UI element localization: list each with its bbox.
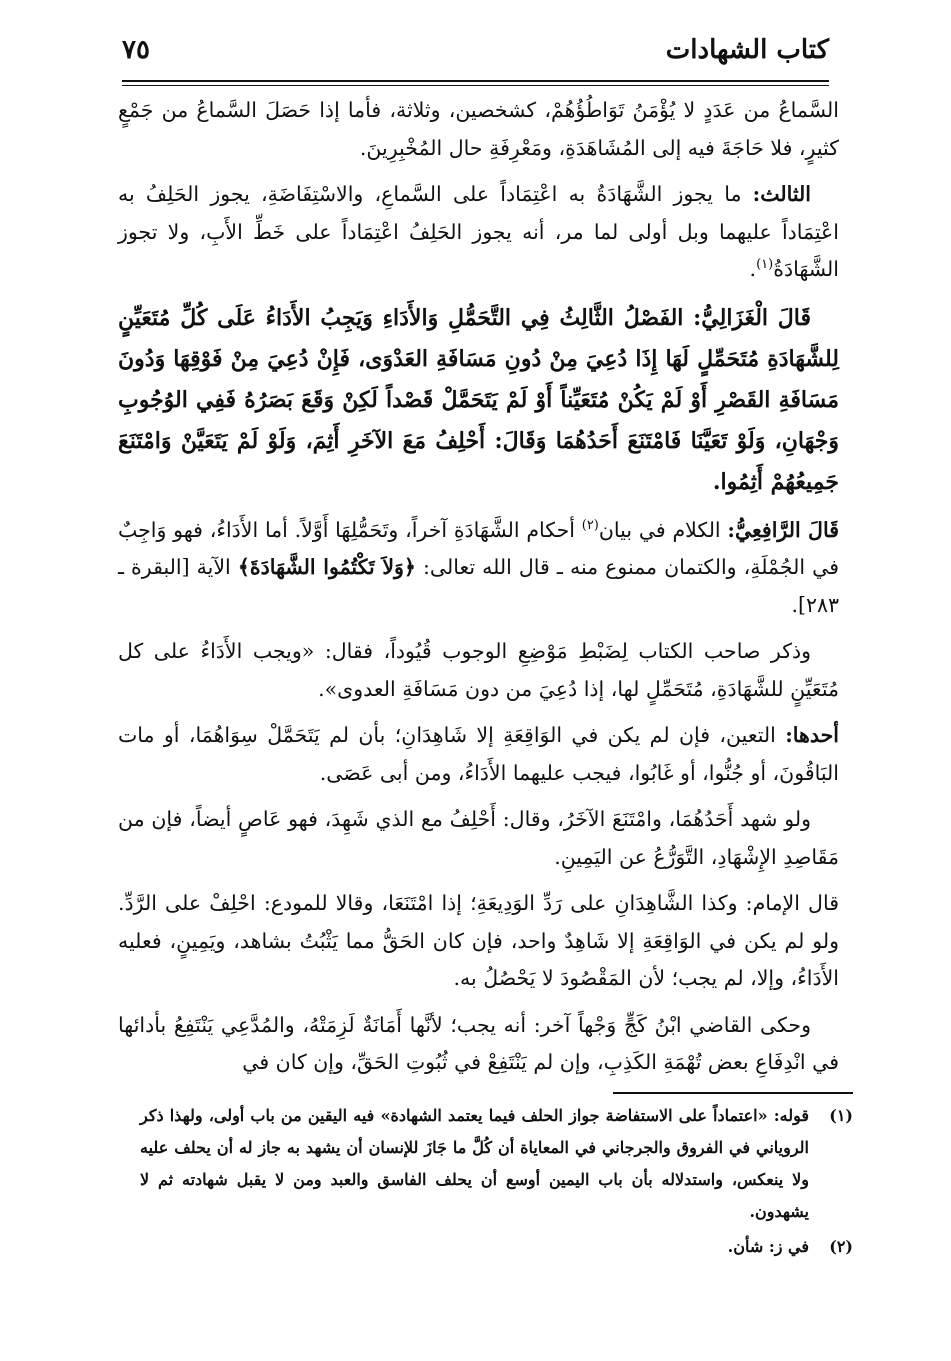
paragraph-6 — [118, 717, 839, 792]
footnote-text: قوله: «اعتماداً على الاستفاضة جواز الحلف فيما يعتمد الشهادة» فيه اليقين من باب أولى، ولهذا ذكر الروياني في الفروق والجرجاني في المعاياة أن كُلَّ ما جَازَ للإنسان أن يشهد به جاز له أن يحلف عليه ولا ينعكس، واستدلاله بأن باب اليمين أوسع أن يحلف الفاسق والعبد ومن لا يقبل شهادته ثم لا يشهدون. — [140, 1106, 809, 1221]
paragraph-4-text-1: الكلام في بيان — [598, 517, 728, 542]
paragraph-9: وحكى القاضي ابْنُ كَجٍّ وَجْهاً آخر: أنه يجب؛ لأنَّها أَمَانَةٌ لَزِمَتْهُ، والمُدَّعِي يَنْتَفِعُ بأدائها في انْدِفَاعِ بعض تُهْمَةِ الكَذِبِ، وإن لم يَنْتَفِعْ في ثُبُوتِ الحَقِّ، وإن كان في — [118, 1012, 839, 1074]
page-header — [122, 26, 829, 74]
footnote-number: (٢) — [829, 1237, 853, 1256]
footnote-text: في ز: شأن. — [727, 1237, 809, 1256]
paragraph-6-text: التعين، فإن لم يكن في الوَاقِعَةِ إلا شَاهِدَانِ؛ بأن لم يَتَحَمَّلْ سِوَاهُمَا، أو مات البَاقُونَ، أو جُنُّوا، أو غَابُوا، فيجب عليهما الأَدَاءُ، ومن أبى عَصَى. — [118, 723, 839, 785]
chapter-title: كتاب الشهادات — [665, 35, 829, 65]
footnote-1 — [140, 1100, 853, 1228]
footnote-rule — [613, 1092, 853, 1094]
footnote-2 — [140, 1231, 853, 1263]
footnote-ref-2[interactable]: (٢) — [581, 517, 599, 533]
paragraph-1: السَّماعُ من عَدَدٍ لا يُؤْمَنُ تَوَاطُؤُهُمْ، كشخصين، وثلاثة، فأما إذا حَصَلَ السَّماعُ من جَمْعٍ كثيرٍ، فلا حَاجَةَ فيه إلى المُشَاهَدَةِ، ومَعْرِفَةِ حال المُخْبِرِينَ. — [118, 98, 839, 160]
paragraph-4 — [118, 512, 839, 625]
paragraph-4-lead: قَالَ الرَّافِعِيُّ: — [727, 517, 839, 542]
paragraph-4-text-2: أحكام الشَّهَادَةِ آخراً، وتَحَمُّلِهَا أَوَّلاً. أما الأَدَاءُ، فهو وَاجِبٌ في الجُمْلَةِ، والكتمان ممنوع منه ـ قال الله تعالى: — [118, 517, 839, 579]
footnotes — [140, 1100, 853, 1266]
page-number: ٧٥ — [122, 35, 150, 65]
paragraph-2-text: ما يجوز الشَّهَادَةُ به اعْتِمَاداً على السَّماعِ، والاسْتِفَاضَةِ، يجوز الحَلِفُ به اعْتِمَاداً عليهما وبل أولى لما مر، أنه يجوز الحَلِفُ اعْتِمَاداً على خَطِّ الأَبِ، ولا تجوز الشَّهَادَةُ — [118, 182, 839, 281]
paragraph-5: وذكر صاحب الكتاب لِضَبْطِ مَوْضِعِ الوجوب قُيُوداً، فقال: «ويجب الأَدَاءُ على كل مُتَعَيِّنٍ للشَّهَادَةِ، مُتَحَمِّلٍ لها، إذا دُعِيَ من دون مَسَافَةِ العدوى». — [118, 639, 839, 701]
main-text — [118, 92, 839, 1091]
footnote-ref-1[interactable]: (١) — [756, 257, 774, 273]
paragraph-8: قال الإمام: وكذا الشَّاهِدَانِ على رَدِّ الوَدِيعَةِ؛ إذا امْتَنَعَا، وقالا للمودع: احْلِفْ على الرَّدِّ. ولو لم يكن في الوَاقِعَةِ إلا شَاهِدٌ واحد، فإن كان الحَقُّ مما يَثْبُتُ بشاهد، ويَمِينٍ، فعليه الأَدَاءُ، وإلا، لم يجب؛ لأن المَقْصُودَ لا يَحْصُلُ به. — [118, 891, 839, 990]
paragraph-7: ولو شهد أَحَدُهُمَا، وامْتَنَعَ الآخَرُ، وقال: أَحْلِفُ مع الذي شَهِدَ، فهو عَاصٍ أيضاً، فإن من مَقَاصِدِ الإِشْهَادِ، التَّوَرُّعُ عن اليَمِينِ. — [118, 807, 839, 869]
header-rule — [122, 80, 829, 86]
paragraph-6-lead: أحدها: — [785, 723, 839, 747]
paragraph-2-end: . — [749, 257, 757, 281]
paragraph-2 — [118, 176, 839, 289]
paragraph-4-text-3: الآية [البقرة ـ ٢٨٣]. — [118, 555, 839, 617]
quran-quote: ﴿وَلاَ تَكْتُمُوا الشَّهَادَةَ﴾ — [237, 555, 416, 579]
matn-paragraph: قَالَ الْغَزَالِيُّ: الفَصْلُ الثَّالِثُ فِي التَّحَمُّلِ وَالأَدَاءِ وَيَجِبُ الأَدَاءُ عَلَى كُلِّ مُتَعَيِّنٍ لِلشَّهَادَةِ مُتَحَمِّلٍ لَهَا إِذَا دُعِيَ مِنْ دُونِ مَسَافَةِ العَدْوَى، فَإِنْ دُعِيَ مِنْ فَوْقِهَا وَدُونَ مَسَافَةِ القَصْرِ أَوْ لَمْ يَكُنْ مُتَعَيِّناً أَوْ لَمْ يَتَحَمَّلْ قَصْداً لَكِنْ وَقَعَ بَصَرُهُ فَفِي الوُجُوبِ وَجْهَانِ، وَلَوْ تَعَيَّنَا فَامْتَنَعَ أَحَدُهُمَا وَقَالَ: أَحْلِفُ مَعَ الآخَرِ أَثِمَ، وَلَوْ لَمْ يَتَعَيَّنْ وَامْتَنَعَ جَمِيعُهُمْ أَثِمُوا. — [118, 304, 839, 495]
paragraph-2-lead: الثالث: — [752, 182, 811, 206]
footnote-number: (١) — [829, 1106, 853, 1125]
